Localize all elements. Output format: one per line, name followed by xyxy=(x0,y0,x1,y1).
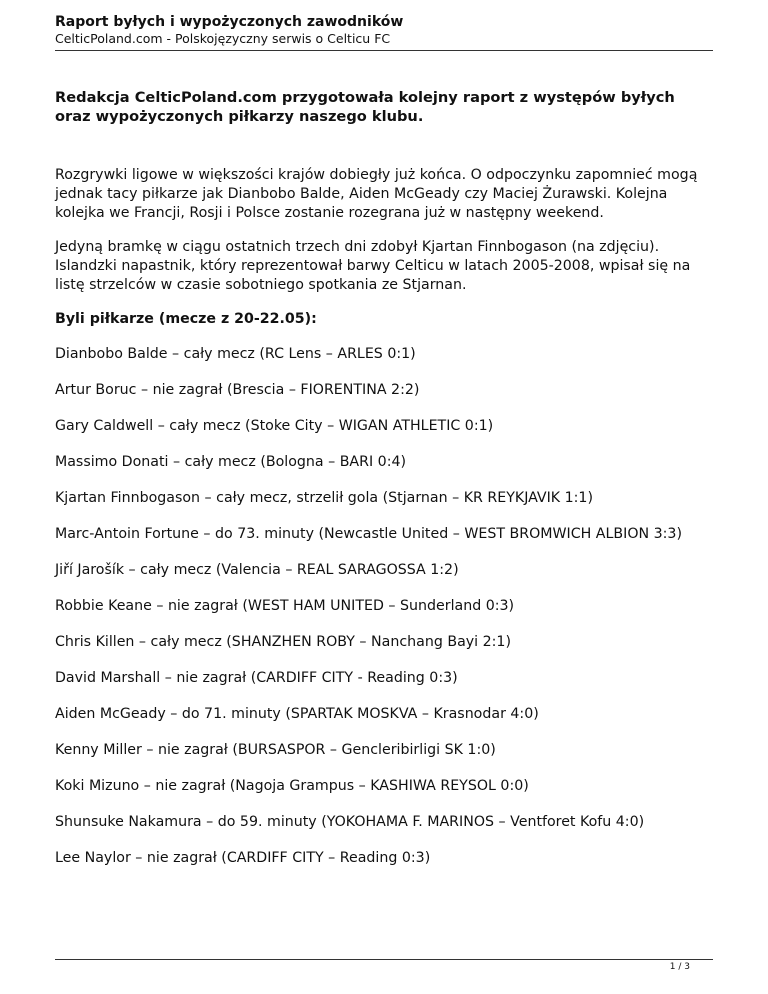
article-paragraph: Jedyną bramkę w ciągu ostatnich trzech dni zdobył Kjartan Finnbogason (na zdjęciu). Islandzki napastnik, który reprezentował barwy Celticu w latach 2005-2008, wpisał się na listę strzelców w czasie sobotniego spotkania ze Stjarnan. xyxy=(55,239,691,293)
header-divider xyxy=(55,50,713,51)
site-subtitle: CelticPoland.com - Polskojęzyczny serwis o Celticu FC xyxy=(55,31,391,46)
document-title: Raport byłych i wypożyczonych zawodników xyxy=(55,14,404,30)
player-entry: Artur Boruc – nie zagrał (Brescia – FIORENTINA 2:2) xyxy=(55,382,420,398)
player-entry: David Marshall – nie zagrał (CARDIFF CITY - Reading 0:3) xyxy=(55,670,458,686)
article-lead: Redakcja CelticPoland.com przygotowała kolejny raport z występów byłych oraz wypożyczonych piłkarzy naszego klubu. xyxy=(55,89,675,125)
footer-divider xyxy=(55,959,713,960)
player-entry: Koki Mizuno – nie zagrał (Nagoja Grampus – KASHIWA REYSOL 0:0) xyxy=(55,778,529,794)
player-entry: Dianbobo Balde – cały mecz (RC Lens – ARLES 0:1) xyxy=(55,346,416,362)
player-entry: Shunsuke Nakamura – do 59. minuty (YOKOHAMA F. MARINOS – Ventforet Kofu 4:0) xyxy=(55,814,645,830)
player-entry: Robbie Keane – nie zagrał (WEST HAM UNITED – Sunderland 0:3) xyxy=(55,598,515,614)
player-entry: Marc-Antoin Fortune – do 73. minuty (Newcastle United – WEST BROMWICH ALBION 3:3) xyxy=(55,526,682,542)
article-body xyxy=(55,88,715,885)
player-entry: Lee Naylor – nie zagrał (CARDIFF CITY – Reading 0:3) xyxy=(55,850,431,866)
article-paragraph: Rozgrywki ligowe w większości krajów dobiegły już końca. O odpoczynku zapomnieć mogą jednak tacy piłkarze jak Dianbobo Balde, Aiden McGeady czy Maciej Żurawski. Kolejna kolejka we Francji, Rosji i Polsce zostanie rozegrana już w następny weekend. xyxy=(55,167,698,221)
player-entry: Kenny Miller – nie zagrał (BURSASPOR – Gencleribirligi SK 1:0) xyxy=(55,742,496,758)
player-entry: Massimo Donati – cały mecz (Bologna – BARI 0:4) xyxy=(55,454,407,470)
player-list xyxy=(55,345,715,868)
player-entry: Gary Caldwell – cały mecz (Stoke City – WIGAN ATHLETIC 0:1) xyxy=(55,418,494,434)
section-heading: Byli piłkarze (mecze z 20-22.05): xyxy=(55,311,317,327)
player-entry: Jiří Jarošík – cały mecz (Valencia – REAL SARAGOSSA 1:2) xyxy=(55,562,459,578)
player-entry: Aiden McGeady – do 71. minuty (SPARTAK MOSKVA – Krasnodar 4:0) xyxy=(55,706,539,722)
page-number: 1 / 3 xyxy=(669,962,690,972)
player-entry: Kjartan Finnbogason – cały mecz, strzelił gola (Stjarnan – KR REYKJAVIK 1:1) xyxy=(55,490,593,506)
player-entry: Chris Killen – cały mecz (SHANZHEN ROBY – Nanchang Bayi 2:1) xyxy=(55,634,511,650)
